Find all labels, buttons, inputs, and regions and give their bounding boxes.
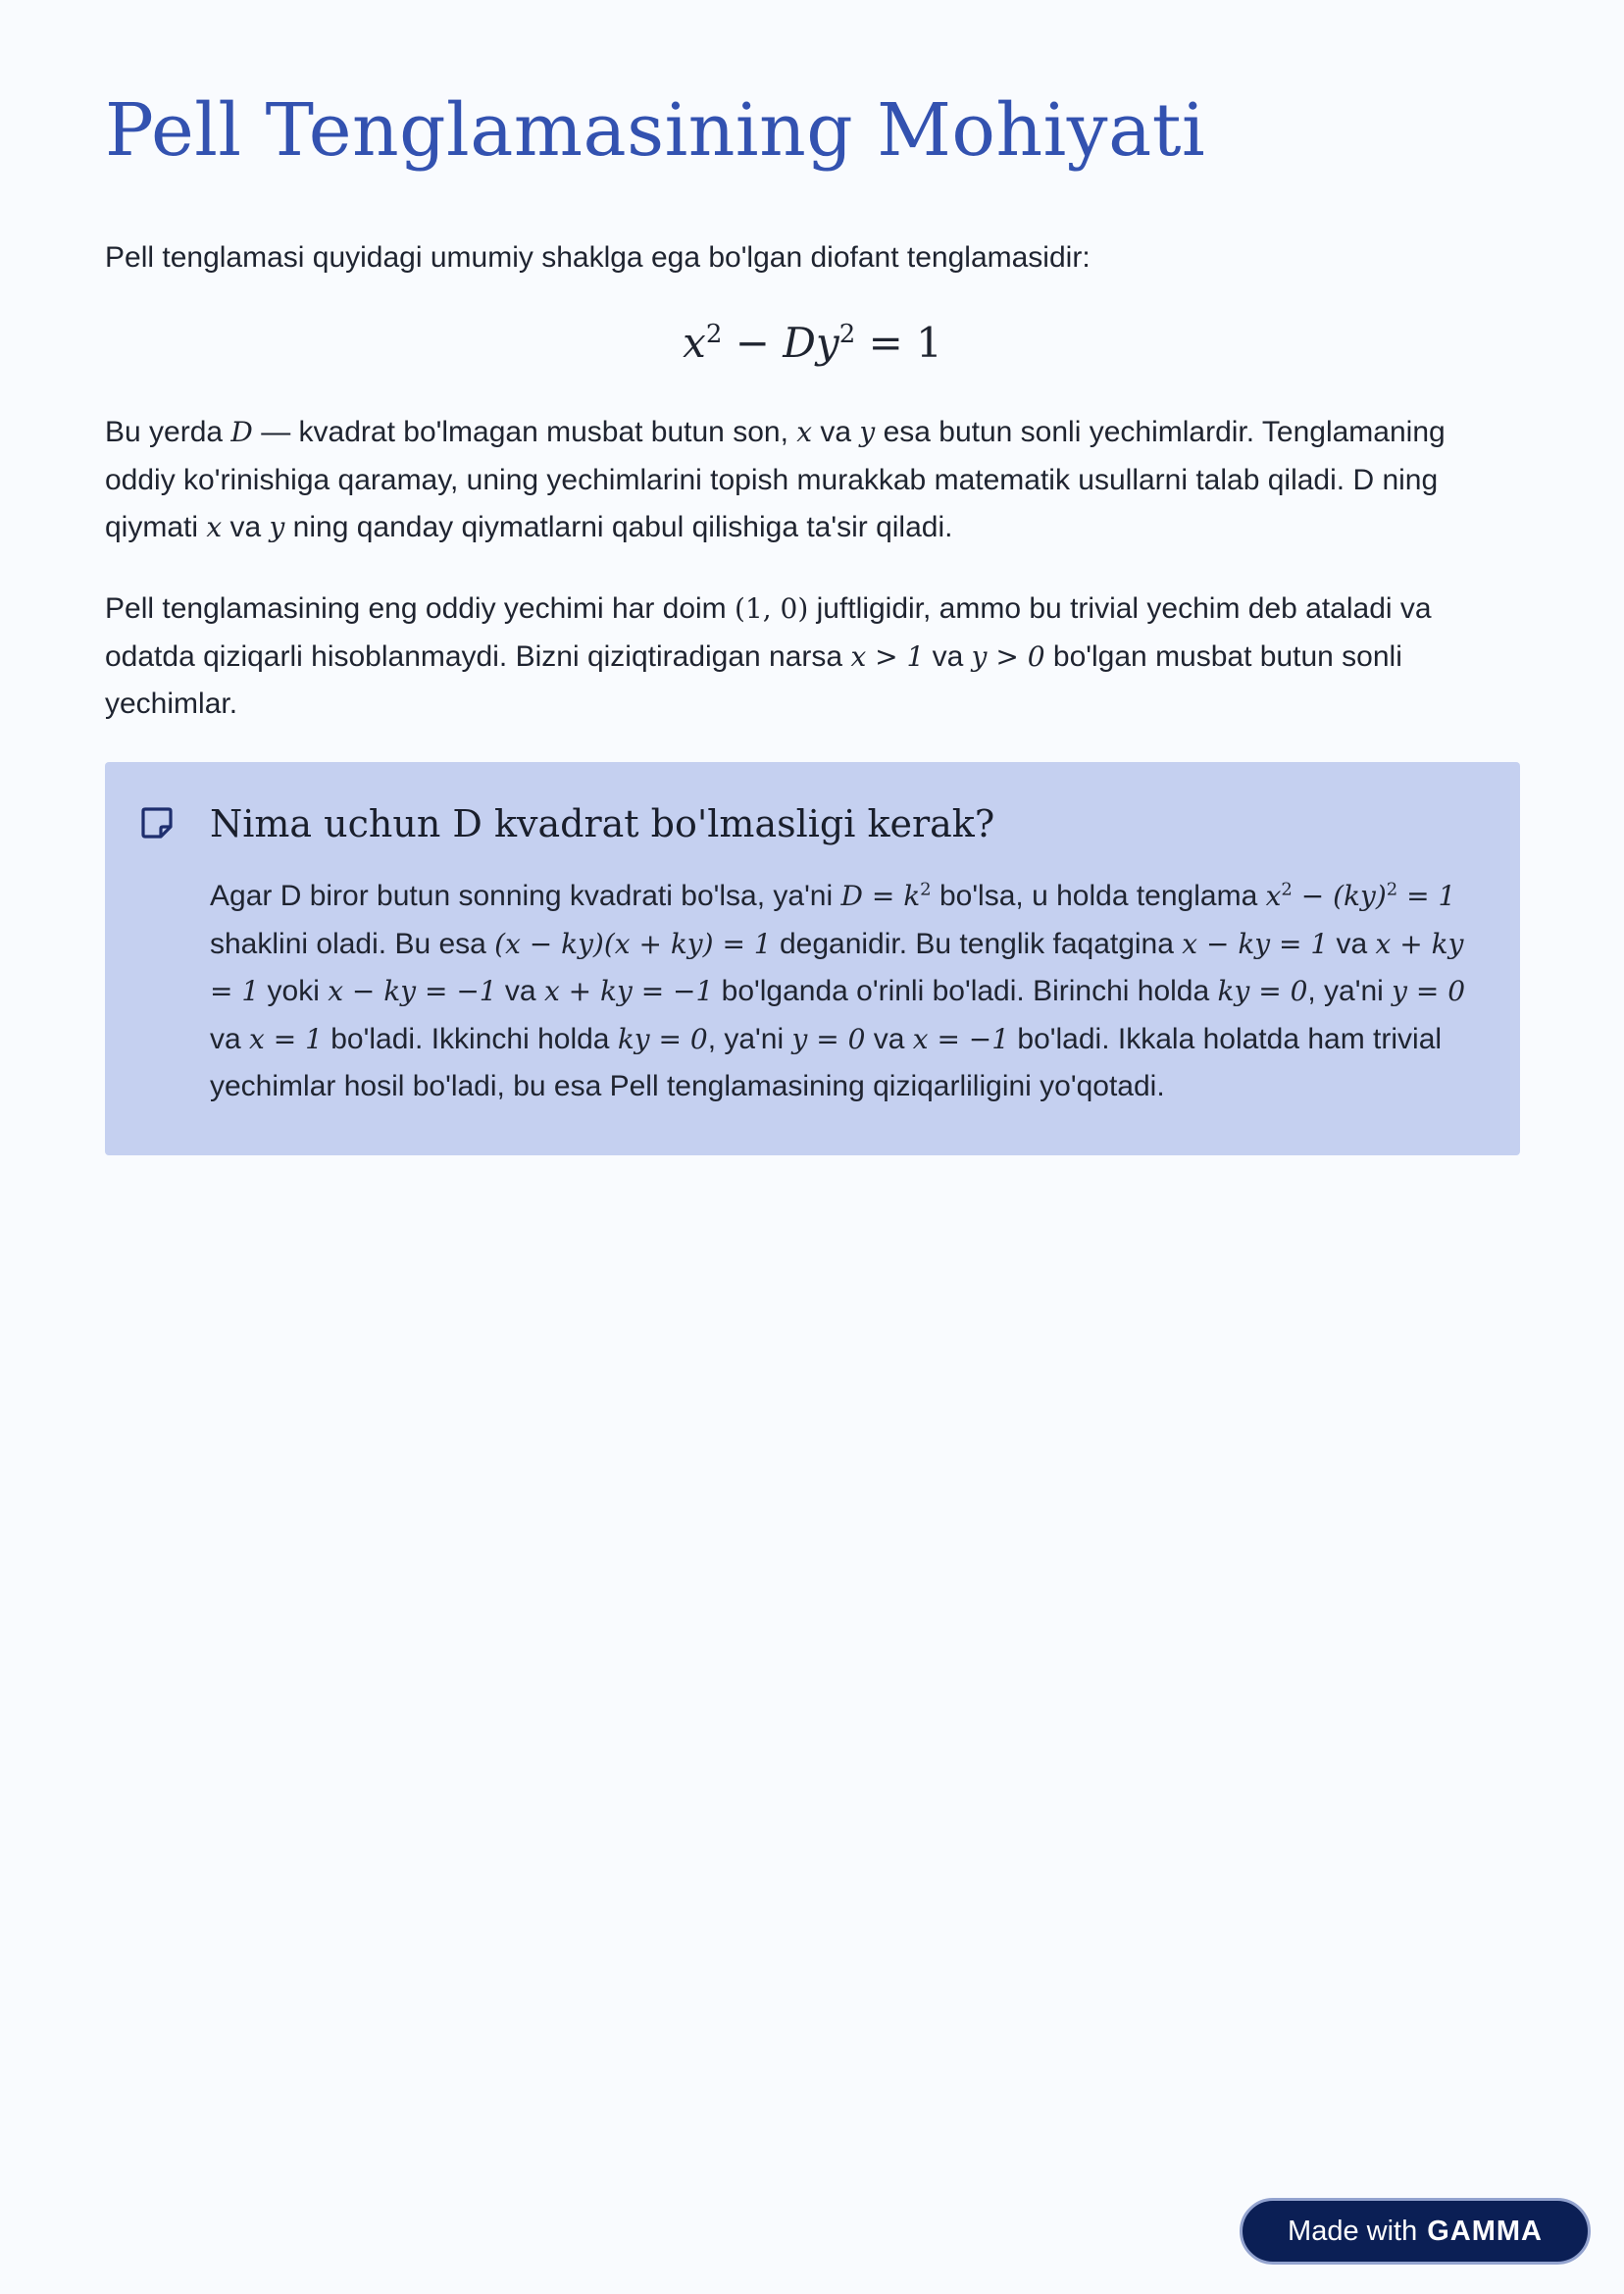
gamma-logo: GAMMA — [1427, 2215, 1543, 2247]
math-ky-0: ky = 0 — [617, 1022, 708, 1055]
formula-exp-1: 2 — [705, 320, 723, 349]
pell-equation-formula — [105, 314, 1520, 373]
made-with-gamma-badge[interactable] — [1240, 2198, 1591, 2265]
formula-minus: − — [722, 319, 784, 367]
formula-dy: Dy — [783, 319, 839, 367]
definition-paragraph: Bu yerda D — kvadrat bo'lmagan musbat butun son, x va y esa butun sonli yechimlardir. Tenglamaning oddiy ko'rinishiga qaramay, uning yechimlarini topish murakkab matematik usullarni talab qiladi. D ning qiymati x va y ning qanday qiymatlarni qabul qilishiga ta'sir qiladi. — [105, 416, 1446, 543]
intro-paragraph: Pell tenglamasi quyidagi umumiy shaklga ega bo'lgan diofant tenglamasidir: — [105, 241, 1091, 274]
callout-title: Nima uchun D kvadrat bo'lmasligi kerak? — [210, 802, 995, 845]
badge-prefix: Made with — [1288, 2215, 1418, 2247]
math-pair: (1, 0) — [735, 592, 809, 625]
math-transformed-equation: $x^2 - (ky)^2 = 1$ — [1265, 879, 1456, 912]
math-factorization: (x − ky)(x + ky) = 1 — [494, 927, 772, 960]
math-y-0: y = 0 — [1392, 975, 1466, 1007]
math-x-minus-1: x = −1 — [912, 1022, 1010, 1055]
math-case-1b: x + ky = 1 — [210, 927, 1464, 1007]
callout-box — [105, 762, 1520, 1155]
formula-rhs: = 1 — [855, 319, 942, 367]
math-y: y — [269, 511, 285, 543]
callout-body: Agar D biror butun sonning kvadrati bo'lsa, ya'ni $D = k^2$ bo'lsa, u holda tenglama $x^2 - (ky)^2 = 1$ shaklini oladi. Bu esa (x − ky)(x + ky) = 1 deganidir. Bu tenglik faqatgina x − ky = 1 va x + ky = 1 yoki x − ky = −1 va x + ky = −1 bo'lganda o'rinli bo'ladi. Birinchi holda ky = 0, ya'ni y = 0 va x = 1 bo'ladi. Ikkinchi holda ky = 0, ya'ni y = 0 va x = −1 bo'ladi. Ikkala holatda ham trivial yechimlar hosil bo'ladi, bu esa Pell tenglamasining qiziqarliligini yo'qotadi. — [210, 879, 1466, 1102]
formula-x: x — [683, 319, 706, 367]
math-case-2b: x + ky = −1 — [543, 975, 714, 1007]
math-ky-0: ky = 0 — [1217, 975, 1308, 1007]
math-case-2a: x − ky = −1 — [328, 975, 497, 1007]
math-d: D — [230, 416, 253, 448]
trivial-solution-paragraph: Pell tenglamasining eng oddiy yechimi har doim (1, 0) juftligidir, ammo bu trivial yechim deb ataladi va odatda qiziqarli hisoblanmaydi. Bizni qiziqtiradigan narsa x > 1 va y > 0 bo'lgan musbat butun sonli yechimlar. — [105, 592, 1432, 720]
page-title: Pell Tenglamasining Mohiyati — [105, 88, 1206, 173]
math-x-1: x = 1 — [249, 1022, 323, 1055]
math-x: x — [796, 416, 813, 448]
math-x-gt-1: x > 1 — [850, 639, 925, 673]
math-y-0: y = 0 — [791, 1022, 866, 1055]
math-d-eq-k2: $D = k^2$ — [840, 879, 932, 912]
math-y-gt-0: y > 0 — [971, 639, 1045, 673]
sticky-note-icon — [140, 806, 174, 840]
formula-exp-2: 2 — [838, 320, 856, 349]
math-x: x — [206, 511, 223, 543]
math-case-1a: x − ky = 1 — [1182, 927, 1329, 960]
math-y: y — [859, 416, 876, 448]
